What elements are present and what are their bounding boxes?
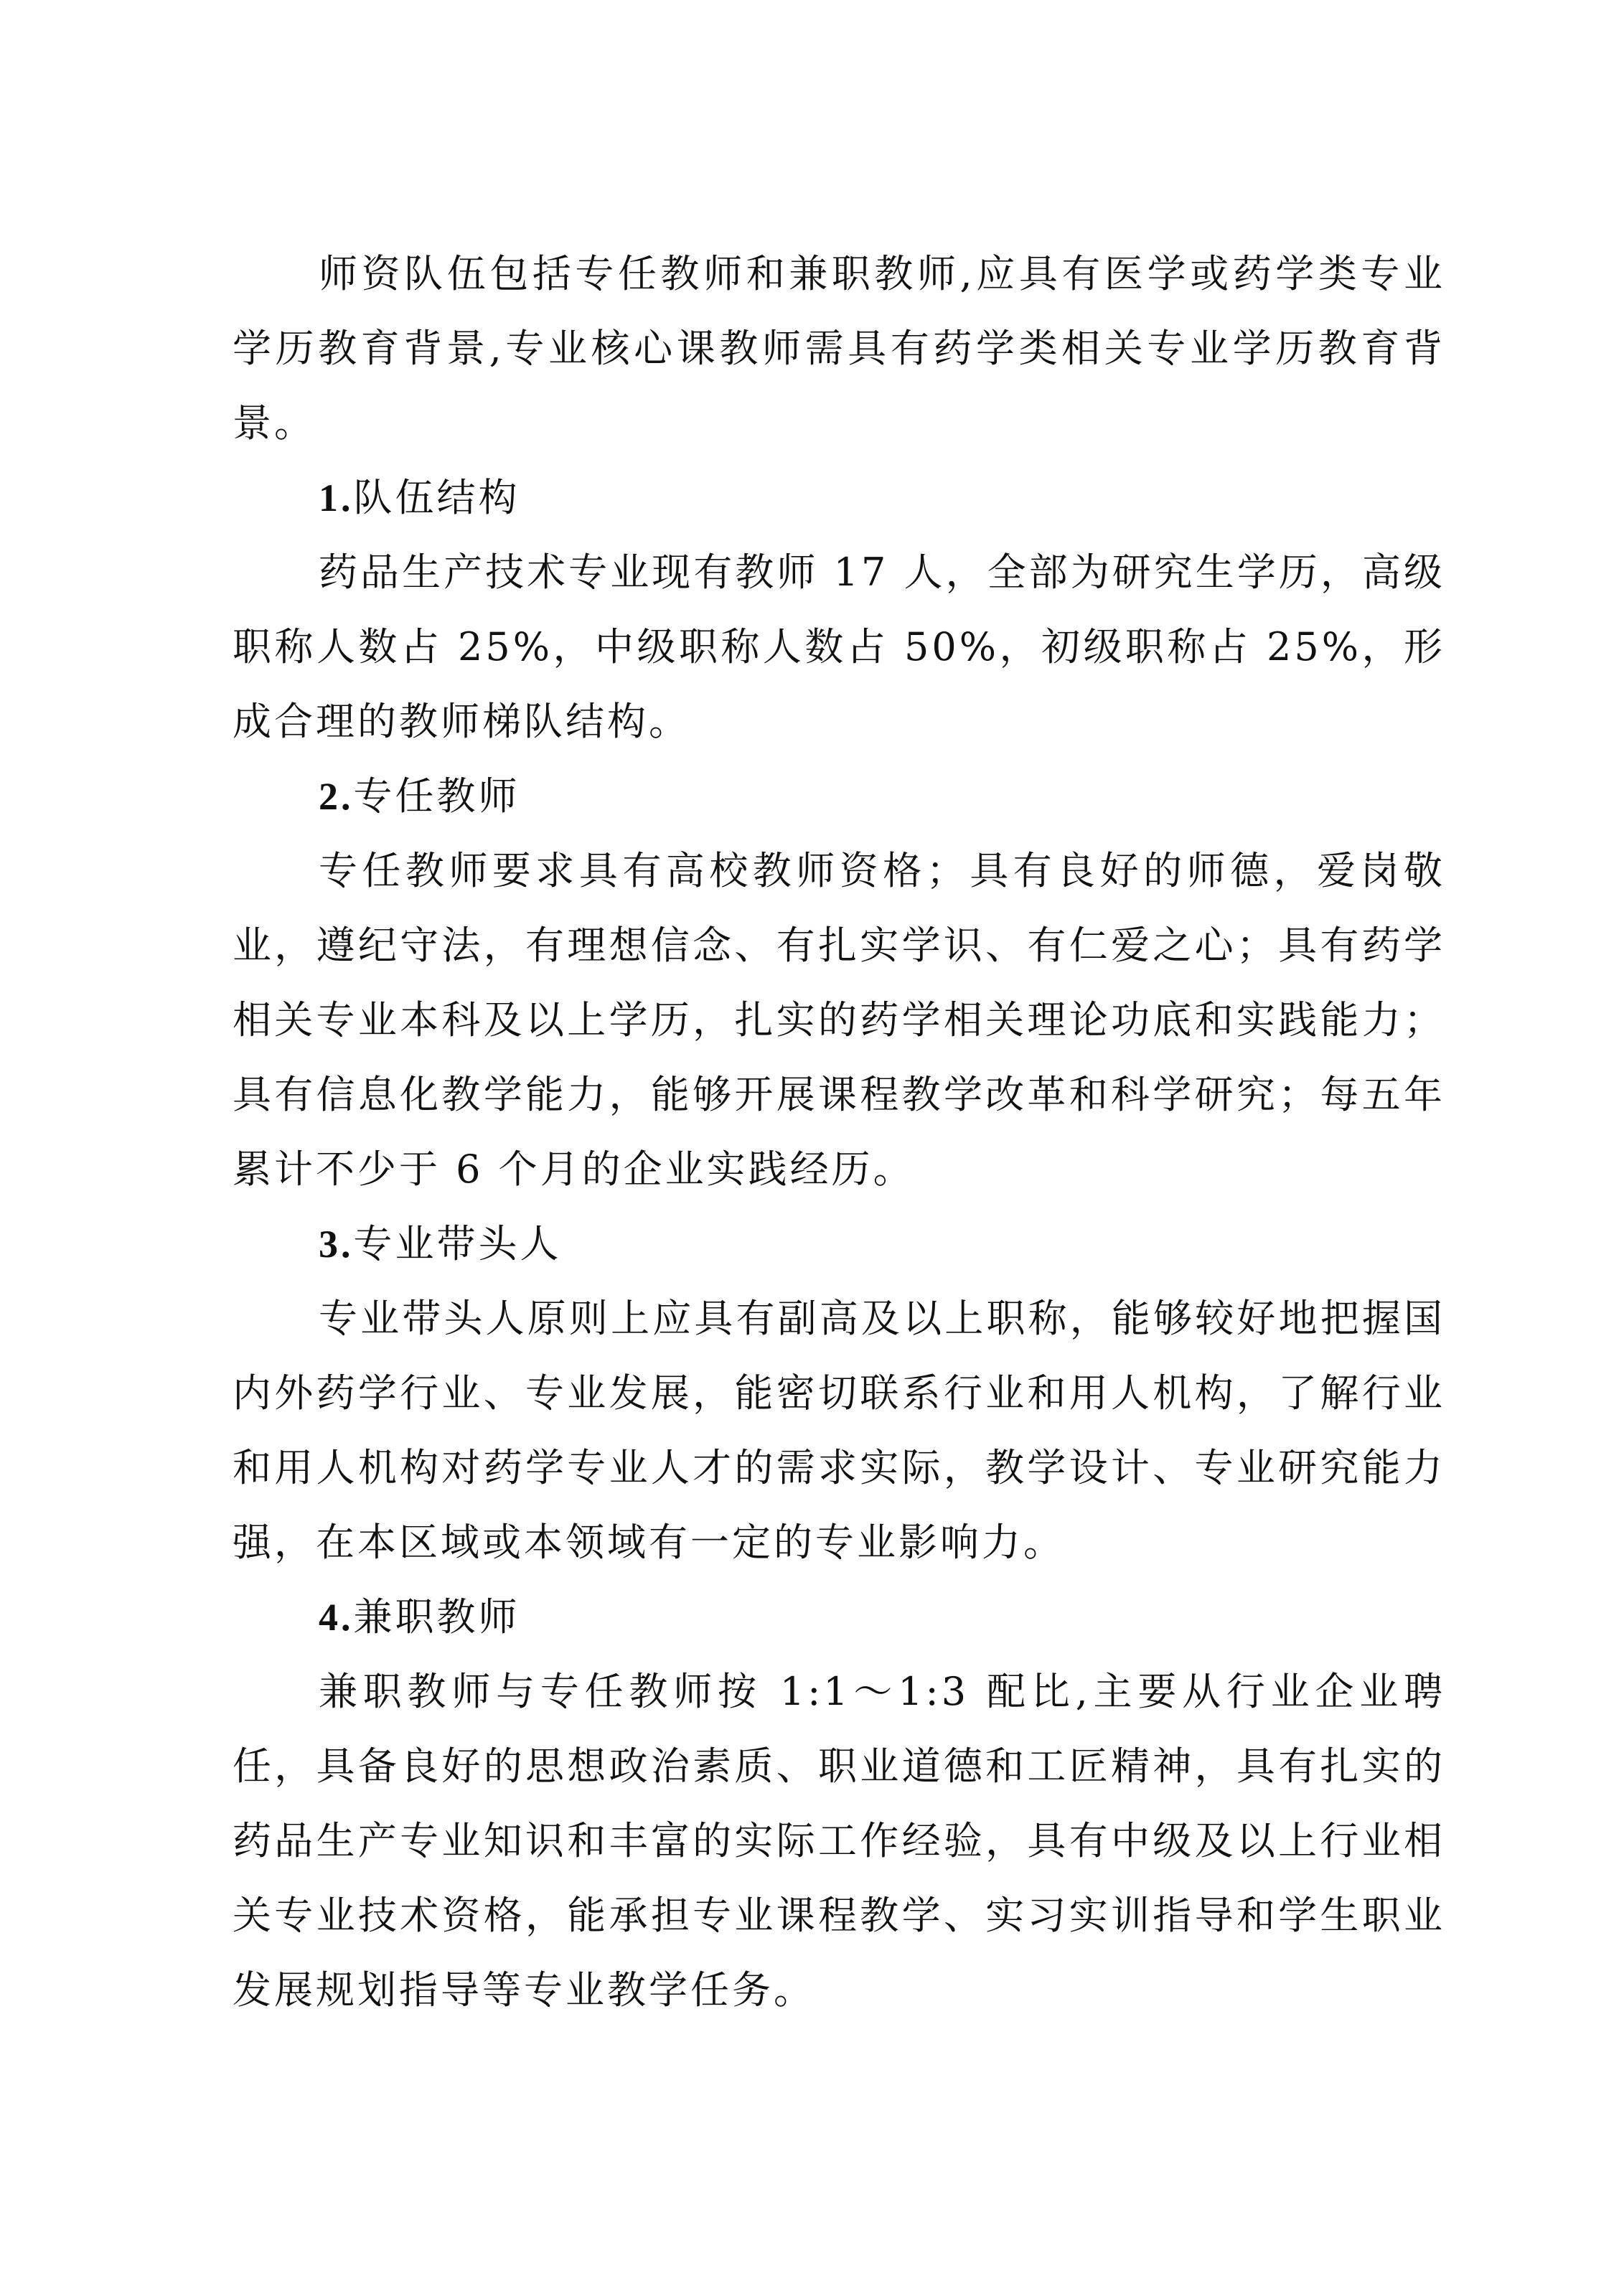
document-body <box>233 237 1445 2028</box>
section-title: 兼职教师 <box>353 1594 520 1639</box>
section-paragraph-1: 药品生产技术专业现有教师 17 人，全部为研究生学历，高级职称人数占 25%，中级职称人数占 50%，初级职称占 25%，形成合理的教师梯队结构。 <box>233 550 1445 744</box>
section-paragraph-4: 兼职教师与专任教师按 1:1～1:3 配比,主要从行业企业聘任，具备良好的思想政治素质、职业道德和工匠精神，具有扎实的药品生产专业知识和丰富的实际工作经验，具有中级及以上行业相关专业技术资格，能承担专业课程教学、实习实训指导和学生职业发展规划指导等专业教学任务。 <box>233 1669 1445 2013</box>
section-heading-1 <box>233 461 1445 535</box>
intro-paragraph: 师资队伍包括专任教师和兼职教师,应具有医学或药学类专业学历教育背景,专业核心课教师需具有药学类相关专业学历教育背景。 <box>233 251 1445 446</box>
section-title: 专业带头人 <box>353 1221 562 1266</box>
section-heading-3 <box>233 1207 1445 1281</box>
section-title: 专任教师 <box>353 773 520 819</box>
section-heading-2 <box>233 759 1445 834</box>
section-paragraph-3: 专业带头人原则上应具有副高及以上职称，能够较好地把握国内外药学行业、专业发展，能密切联系行业和用人机构，了解行业和用人机构对药学专业人才的需求实际，教学设计、专业研究能力强，在本区域或本领域有一定的专业影响力。 <box>233 1296 1445 1565</box>
section-paragraph-2: 专任教师要求具有高校教师资格；具有良好的师德，爱岗敬业，遵纪守法，有理想信念、有扎实学识、有仁爱之心；具有药学相关专业本科及以上学历，扎实的药学相关理论功底和实践能力；具有信息化教学能力，能够开展课程教学改革和科学研究；每五年累计不少于 6 个月的企业实践经历。 <box>233 848 1445 1192</box>
section-number: 2. <box>319 775 354 818</box>
section-number: 3. <box>319 1223 354 1266</box>
section-heading-4 <box>233 1580 1445 1655</box>
section-number: 1. <box>319 476 354 519</box>
section-title: 队伍结构 <box>353 475 520 520</box>
section-number: 4. <box>319 1596 354 1639</box>
